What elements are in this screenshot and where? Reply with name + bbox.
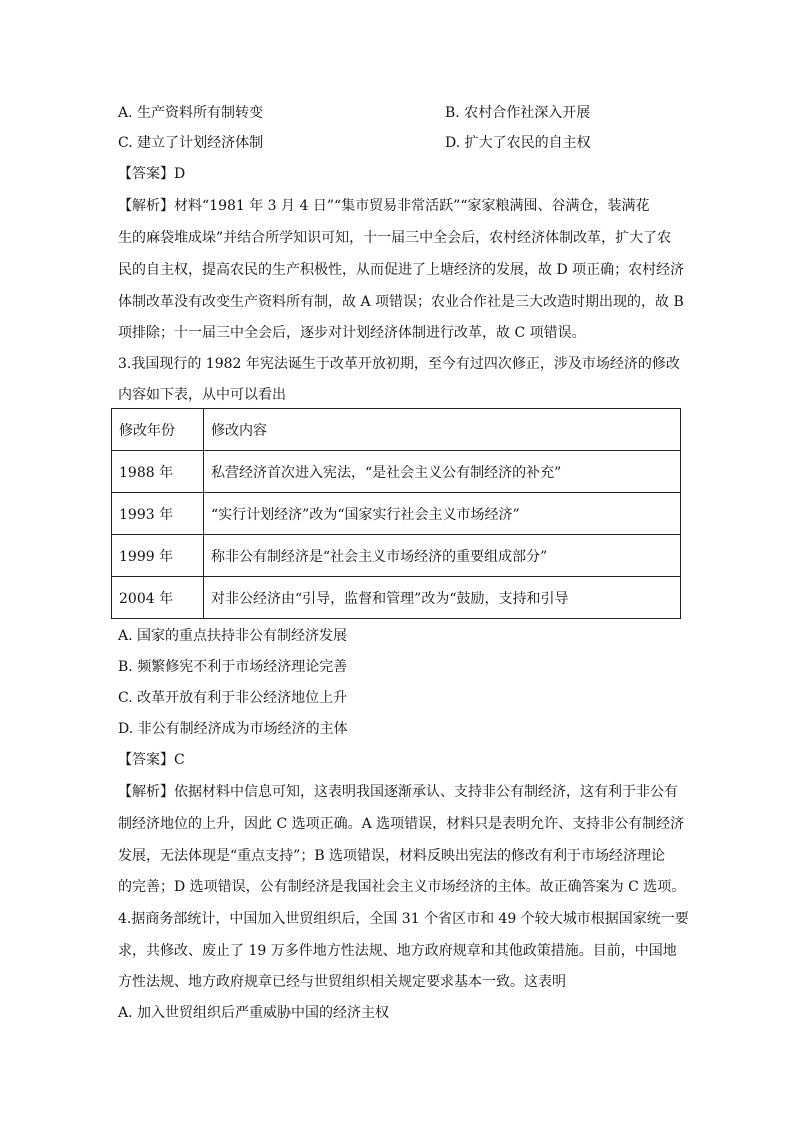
q2-analysis-line: 民的自主权，提高农民的生产积极性，从而促进了上塘经济的发展，故 D 项正确；农村经济 <box>118 262 685 278</box>
table-cell-content: “实行计划经济”改为“国家实行社会主义市场经济” <box>204 493 681 535</box>
q2-analysis-line: 体制改革没有改变生产资料所有制，故 A 项错误；农业合作社是三大改造时期出现的，故 B <box>118 294 684 310</box>
q2-option-d: D. 扩大了农民的自主权 <box>445 135 591 151</box>
table-row <box>112 577 681 619</box>
table-header-cell: 修改内容 <box>204 409 681 451</box>
q4-stem-line: 4.据商务部统计，中国加入世贸组织后，全国 31 个省区市和 49 个较大城市根据国家统一要 <box>118 911 689 927</box>
table-cell-content: 称非公有制经济是“社会主义市场经济的重要组成部分” <box>204 535 681 577</box>
q2-option-c: C. 建立了计划经济体制 <box>118 135 264 151</box>
q2-option-a: A. 生产资料所有制转变 <box>118 105 264 121</box>
q3-option-d: D. 非公有制经济成为市场经济的主体 <box>118 721 348 737</box>
q3-stem-line: 内容如下表，从中可以看出 <box>118 387 286 403</box>
table-header-row <box>112 409 681 451</box>
q3-option-b: B. 频繁修宪不利于市场经济理论完善 <box>118 659 348 675</box>
q3-analysis-line: 发展，无法体现是“重点支持”；B 选项错误，材料反映出宪法的修改有利于市场经济理论 <box>118 848 666 864</box>
q3-answer: 【答案】C <box>118 752 185 768</box>
q3-analysis-line: 制经济地位的上升，因此 C 选项正确。A 选项错误，材料只是表明允许、支持非公有制经济 <box>118 816 685 832</box>
q2-analysis-line: 【解析】材料“1981 年 3 月 4 日”“集市贸易非常活跃”“家家粮满囤、谷满仓，装满花 <box>118 198 650 214</box>
table-header-cell: 修改年份 <box>112 409 204 451</box>
q4-stem-line: 求，共修改、废止了 19 万多件地方性法规、地方政府规章和其他政策措施。目前，中国地 <box>118 943 677 959</box>
q4-option-a: A. 加入世贸组织后严重威胁中国的经济主权 <box>118 1005 390 1021</box>
table-row <box>112 451 681 493</box>
table-cell-year: 1988 年 <box>112 451 204 493</box>
q3-analysis-line: 【解析】依据材料中信息可知，这表明我国逐渐承认、支持非公有制经济，这有利于非公有 <box>118 784 678 800</box>
table-cell-content: 私营经济首次进入宪法，“是社会主义公有制经济的补充” <box>204 451 681 493</box>
amendment-table <box>111 408 681 619</box>
q3-stem-line: 3.我国现行的 1982 年宪法诞生于改革开放初期，至今有过四次修正，涉及市场经济的修改 <box>118 356 680 372</box>
q2-option-b: B. 农村合作社深入开展 <box>445 105 591 121</box>
q4-stem-line: 方性法规、地方政府规章已经与世贸组织相关规定要求基本一致。这表明 <box>118 974 566 990</box>
q3-option-a: A. 国家的重点扶持非公有制经济发展 <box>118 628 348 644</box>
q3-option-c: C. 改革开放有利于非公经济地位上升 <box>118 690 348 706</box>
q2-analysis-line: 生的麻袋堆成垛”并结合所学知识可知，十一届三中全会后，农村经济体制改革，扩大了农 <box>118 230 672 246</box>
table-row <box>112 535 681 577</box>
q2-analysis-line: 项排除；十一届三中全会后，逐步对计划经济体制进行改革，故 C 项错误。 <box>118 325 586 341</box>
q2-answer: 【答案】D <box>118 166 186 182</box>
table-cell-content: 对非公经济由“引导，监督和管理”改为“鼓励，支持和引导 <box>204 577 681 619</box>
table-cell-year: 2004 年 <box>112 577 204 619</box>
table-row <box>112 493 681 535</box>
table-cell-year: 1999 年 <box>112 535 204 577</box>
q3-analysis-line: 的完善；D 选项错误，公有制经济是我国社会主义市场经济的主体。故正确答案为 C 选项。 <box>118 879 686 895</box>
table-cell-year: 1993 年 <box>112 493 204 535</box>
